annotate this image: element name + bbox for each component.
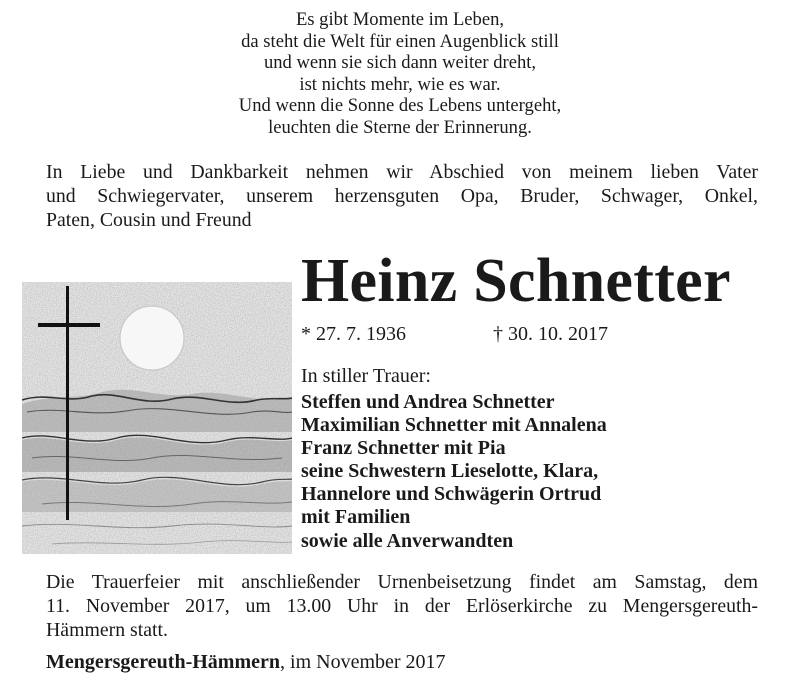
intro-paragraph [46, 160, 758, 232]
closing-line [46, 650, 446, 674]
intro-line: und Schwiegervater, unserem herzensguten Opa, Bruder, Schwager, Onkel, [46, 185, 758, 207]
poem-line: und wenn sie sich dann weiter dreht, [263, 52, 537, 73]
mourner-line: sowie alle Anverwandten [301, 529, 514, 552]
mourner-line: Maximilian Schnetter mit Annalena [301, 414, 607, 437]
death-date: † 30. 10. 2017 [493, 323, 608, 345]
ceremony-line: 11. November 2017, um 13.00 Uhr in der Erlöserkirche zu Mengersgereuth- [46, 595, 758, 617]
poem-line: ist nichts mehr, wie es war. [299, 73, 501, 95]
poem [0, 9, 800, 138]
mourner-line: Steffen und Andrea Schnetter [301, 391, 555, 413]
poem-line: Und wenn die Sonne des Lebens untergeht, [238, 95, 562, 116]
birth-date: * 27. 7. 1936 [301, 323, 406, 345]
ceremony-line: Die Trauerfeier mit anschließender Urnenbeisetzung findet am Samstag, dem [46, 571, 758, 593]
landscape-sketch [22, 282, 292, 554]
intro-line: Paten, Cousin und Freund [46, 209, 252, 231]
ceremony-paragraph [46, 570, 758, 642]
mourner-line: seine Schwestern Lieselotte, Klara, [301, 460, 599, 483]
sun-icon [120, 306, 184, 370]
mourner-line: Franz Schnetter mit Pia [301, 437, 506, 460]
mourner-line: mit Familien [301, 506, 411, 529]
deceased-name: Heinz Schnetter [301, 247, 731, 315]
mourners-list [301, 391, 607, 553]
poem-line: Es gibt Momente im Leben, [295, 9, 505, 30]
poem-line: leuchten die Sterne der Erinnerung. [268, 116, 532, 138]
mourning-intro: In stiller Trauer: [301, 365, 431, 387]
closing-place: Mengersgereuth-Hämmern [46, 651, 281, 673]
mourner-line: Hannelore und Schwägerin Ortrud [301, 483, 602, 506]
memorial-illustration [22, 282, 292, 554]
ceremony-line: Hämmern statt. [46, 619, 168, 641]
poem-line: da steht die Welt für einen Augenblick still [241, 30, 559, 52]
intro-line: In Liebe und Dankbarkeit nehmen wir Abschied von meinem lieben Vater [46, 161, 758, 183]
closing-date: , im November 2017 [280, 651, 446, 673]
